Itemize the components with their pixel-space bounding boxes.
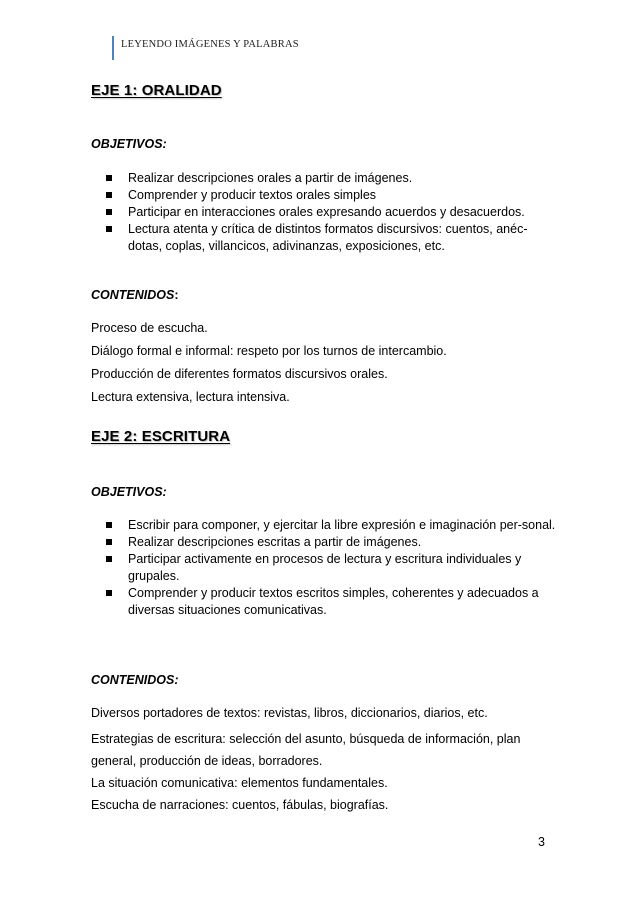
objetivos-heading-eje1: OBJETIVOS: <box>91 137 167 151</box>
contenidos-list-eje2 <box>91 706 551 820</box>
bullet-square-icon <box>106 192 112 198</box>
bullet-square-icon <box>106 209 112 215</box>
list-item: Lectura extensiva, lectura intensiva. <box>91 390 290 404</box>
bullet-square-icon <box>106 556 112 562</box>
objetivos-heading-eje2: OBJETIVOS: <box>91 485 167 499</box>
list-item <box>106 517 556 534</box>
list-item-text: Escribir para componer, y ejercitar la libre expresión e imaginación per-sonal. <box>128 518 556 532</box>
list-item <box>106 204 556 221</box>
list-item <box>106 221 556 255</box>
contenidos-heading-eje2: CONTENIDOS: <box>91 673 179 687</box>
list-item-text: Lectura atenta y crítica de distintos formatos discursivos: cuentos, anéc-dotas, coplas, villancicos, adivinanzas, exposiciones, etc. <box>128 222 528 253</box>
list-item: Diálogo formal e informal: respeto por los turnos de intercambio. <box>91 344 447 358</box>
list-item-text: Realizar descripciones escritas a partir de imágenes. <box>128 535 422 549</box>
list-item: Diversos portadores de textos: revistas, libros, diccionarios, diarios, etc. <box>91 706 488 720</box>
header-title: LEYENDO IMÁGENES Y PALABRAS <box>121 39 299 50</box>
bullet-square-icon <box>106 522 112 528</box>
objetivos-list-eje2 <box>106 517 556 619</box>
running-header <box>112 34 432 62</box>
list-item <box>106 187 556 204</box>
section-title-eje1: EJE 1: ORALIDAD <box>91 82 222 99</box>
list-item: Estrategias de escritura: selección del asunto, búsqueda de información, plan general, producción de ideas, borradores. <box>91 732 521 768</box>
contenidos-colon: : <box>174 288 179 302</box>
page-number: 3 <box>538 835 545 849</box>
list-item-text: Realizar descripciones orales a partir de imágenes. <box>128 171 413 185</box>
objetivos-list-eje1 <box>106 170 556 255</box>
contenidos-list-eje1 <box>91 321 551 413</box>
contenidos-label: CONTENIDOS <box>91 288 175 302</box>
list-item: Escucha de narraciones: cuentos, fábulas, biografías. <box>91 798 389 812</box>
contenidos-heading-eje1 <box>91 288 179 302</box>
header-accent-bar <box>112 36 114 60</box>
section-title-eje2: EJE 2: ESCRITURA <box>91 428 231 445</box>
list-item: La situación comunicativa: elementos fundamentales. <box>91 776 388 790</box>
list-item-text: Participar activamente en procesos de lectura y escritura individuales y grupales. <box>128 552 522 583</box>
list-item <box>106 551 556 585</box>
list-item-text: Participar en interacciones orales expresando acuerdos y desacuerdos. <box>128 205 525 219</box>
bullet-square-icon <box>106 590 112 596</box>
list-item: Producción de diferentes formatos discursivos orales. <box>91 367 388 381</box>
bullet-square-icon <box>106 539 112 545</box>
bullet-square-icon <box>106 175 112 181</box>
list-item <box>106 585 556 619</box>
list-item <box>106 534 556 551</box>
list-item <box>106 170 556 187</box>
bullet-square-icon <box>106 226 112 232</box>
list-item: Proceso de escucha. <box>91 321 208 335</box>
list-item-text: Comprender y producir textos orales simples <box>128 188 377 202</box>
list-item-text: Comprender y producir textos escritos simples, coherentes y adecuados a diversas situaciones comunicativas. <box>128 586 539 617</box>
